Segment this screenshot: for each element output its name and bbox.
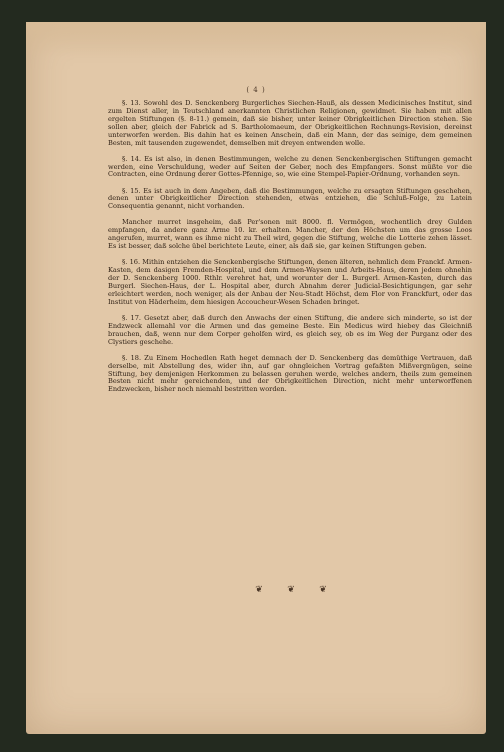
- paragraph-15: §. 15. Es ist auch in dem Angeben, daß die Bestimmungen, welche zu ersagten Stiftungen geschehen, denen unter Obrigkeitlicher Direction stehenden, etwas entziehen, die Schluß-Folge, zu Latein Consequentia genannt, nicht vorhanden.: [108, 186, 472, 211]
- paragraph-17: §. 17. Gesetzt aber, daß durch den Anwachs der einen Stiftung, die andere sich minderte, so ist der Endzweck allemahl vor die Armen und das gemeine Beste. Ein Medicus wird hiebey das Gleichniß brauchen, daß, wenn nur dem Corper geholfen wird, es gleich sey, ob es im Weg der Purganz oder des Clystiers geschehe.: [108, 313, 472, 346]
- ornament-icon: ❦: [287, 585, 295, 595]
- paragraph-18: §. 18. Zu Einem Hochedlen Rath heget demnach der D. Senckenberg das demüthige Vertrauen, daß derselbe, mit Abstellung des, wider ihn, auf gar ohngleichen Vortrag gefaßten Mißvergnügen, seine Stiftung, bey demjenigen Herkommen zu belassen geruhen werde, welches andern, theils zum gemeinen Besten nicht mehr gereichenden, und der Obrigkeitlichen Direction, nicht mehr unterworffenen Endzwecken, bisher noch niemahl bestritten worden.: [108, 353, 472, 394]
- paragraph-16: §. 16. Mithin entziehen die Senckenbergische Stiftungen, denen älteren, nehmlich dem Franckf. Armen-Kasten, dem dasigen Fremden-Hospital, und dem Armen-Waysen und Arbeits-Haus, deren jedem ohnehin der D. Senckenberg 1000. Rthlr. verehret hat, und worunter der L. Burgerl. Armen-Kasten, durch das Burgerl. Siechen-Haus, der L. Hospital aber, durch Abnahm derer Judicial-Besichtigungen, gar sehr erleichtert werden, noch weniger, als der Anbau der Neu-Stadt Höchst, dem Flor von Franckfurt, oder das Institut von Häderheim, dem hiesigen Accoucheur-Wesen Schaden bringet.: [108, 258, 472, 306]
- body-text: [108, 100, 472, 402]
- page-header: ( 4 ): [246, 86, 266, 94]
- ornament-icon: ❦: [319, 585, 327, 595]
- document-page: [26, 22, 486, 734]
- paragraph-14: §. 14. Es ist also, in denen Bestimmungen, welche zu denen Senckenbergischen Stiftungen gemacht werden, eine Verschuldung, weder auf Seiten der Geber, noch des Empfangers. Sonst müßte vor die Contracten, eine Ordnung derer Gottes-Pfennige, so, wie eine Stempel-Papier-Ordnung, vorhanden seyn.: [108, 154, 472, 179]
- paragraph-13: §. 13. Sowohl des D. Senckenberg Burgerliches Siechen-Hauß, als dessen Medicinisches Institut, sind zum Dienst aller, in Teutschland anerkannten Christlichen Religionen, gewidmet. Sie haben mit allen ergelten Stiftungen (§. 8-11.) gemein, daß sie bisher, unter keiner Obrigkeitlichen Direction stehen. Sie sollen aber, gleich der Fabrick ad S. Bartholomaeum, der Obrigkeitlichen Rechnungs-Revision, dereinst unterworfen werden. Bis dahin hat es keinen Anschein, daß ein Mann, der das seinige, dem gemeinen Besten, mit tausenden zugewendet, demselben mit dreyen entwenden wolle.: [108, 99, 472, 147]
- paragraph-15-continued: Mancher murret insgeheim, daß Per'sonen mit 8000. fl. Vermögen, wochentlich drey Gulden empfangen, da andere ganz Arme 10. kr. erhalten. Mancher, der den Höchsten um das grosse Loos angerufen, murret, wann es ihme nicht zu Theil wird, gegen die Stiftung, welche die Lotterie zehen lässet. Es ist besser, daß solche übel berichtete Leute, einer, als daß sie, gar keinen Stiftungen geben.: [108, 218, 472, 251]
- ornament-icon: ❦: [255, 585, 263, 595]
